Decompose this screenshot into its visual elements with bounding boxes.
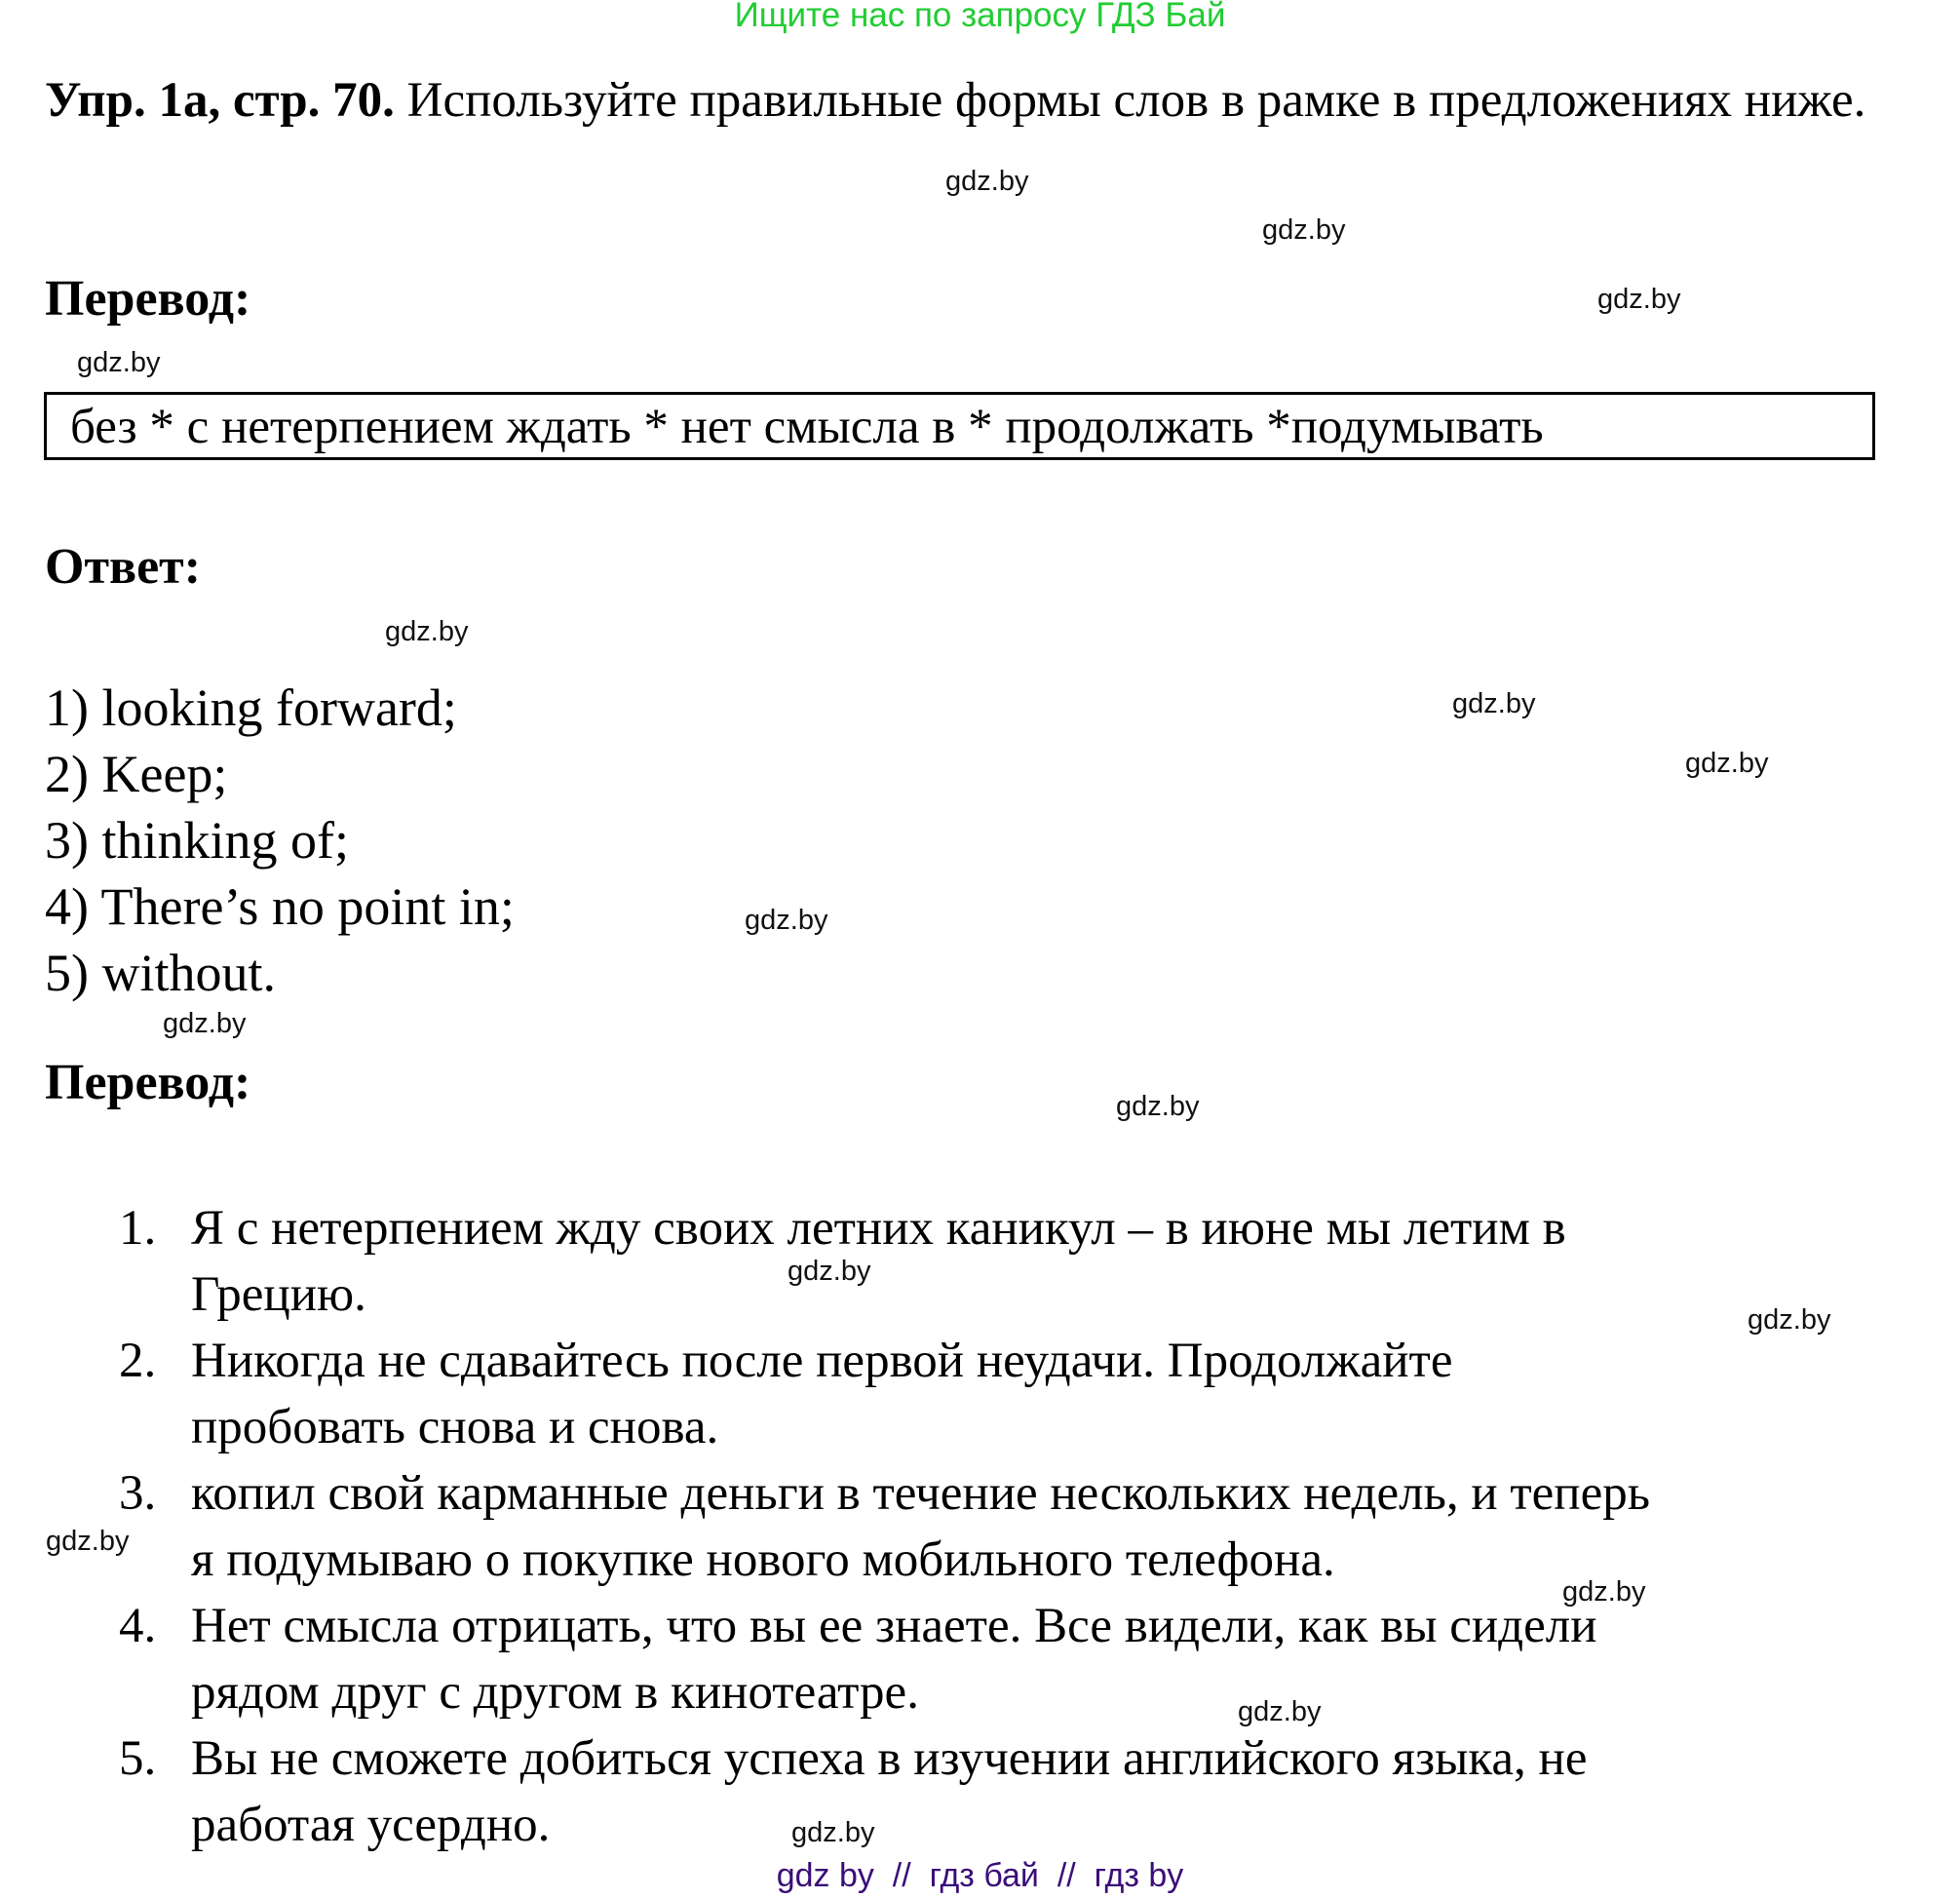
item-number: 1. — [119, 1201, 157, 1256]
watermark: gdz.by — [945, 166, 1029, 197]
translation-item — [0, 1460, 1949, 1593]
item-number: 5. — [119, 1731, 157, 1786]
translation-item — [0, 1725, 1949, 1858]
watermark: gdz.by — [1562, 1576, 1646, 1608]
watermark: gdz.by — [1452, 688, 1536, 719]
answer-list — [45, 675, 515, 1006]
watermark: gdz.by — [1116, 1091, 1200, 1122]
watermark: gdz.by — [1597, 284, 1681, 315]
watermark: gdz.by — [46, 1526, 130, 1557]
exercise-title — [45, 68, 1897, 134]
answer-item: 1) looking forward; — [45, 678, 457, 737]
answer-item: 2) Keep; — [45, 745, 228, 803]
item-number: 3. — [119, 1466, 157, 1521]
item-line: копил свой карманные деньги в течение нескольких недель, и теперь — [191, 1466, 1650, 1521]
watermark: gdz.by — [788, 1256, 871, 1287]
watermark: gdz.by — [1748, 1304, 1831, 1336]
item-number: 2. — [119, 1334, 157, 1388]
item-line: работая усердно. — [191, 1798, 551, 1852]
answer-item: 4) There’s no point in; — [45, 877, 515, 936]
watermark: gdz.by — [791, 1817, 875, 1848]
heading-translation-1: Перевод: — [45, 271, 251, 327]
watermark: gdz.by — [385, 616, 469, 647]
word-box-text: без * с нетерпением ждать * нет смысла в * продолжать *подумывать — [70, 400, 1544, 454]
item-line: Вы не сможете добиться успеха в изучении английского языка, не — [191, 1731, 1588, 1786]
item-line: Нет смысла отрицать, что вы ее знаете. Все видели, как вы сидели — [191, 1599, 1597, 1653]
item-line: Грецию. — [191, 1267, 366, 1322]
watermark: gdz.by — [1238, 1696, 1322, 1727]
watermark: gdz.by — [1262, 214, 1346, 246]
translation-item — [0, 1593, 1949, 1725]
item-line: пробовать снова и снова. — [191, 1400, 719, 1454]
watermark: gdz.by — [77, 347, 161, 378]
translation-list — [0, 1195, 1949, 1858]
search-banner: Ищите нас по запросу ГДЗ Бай — [734, 0, 1226, 34]
item-line: Никогда не сдавайтесь после первой неудачи. Продолжайте — [191, 1334, 1453, 1388]
translation-item — [0, 1195, 1949, 1328]
exercise-instruction: Используйте правильные формы слов в рамке в предложениях ниже. — [394, 73, 1866, 128]
word-box — [44, 392, 1875, 460]
item-line: рядом друг с другом в кинотеатре. — [191, 1665, 919, 1720]
watermark: gdz.by — [745, 905, 828, 936]
item-line: я подумываю о покупке нового мобильного телефона. — [191, 1532, 1335, 1587]
answer-item: 3) thinking of; — [45, 811, 349, 870]
answer-item: 5) without. — [45, 944, 276, 1002]
footer-links — [0, 1857, 1960, 1895]
heading-translation-2: Перевод: — [45, 1055, 251, 1110]
exercise-number: Упр. 1а, стр. 70. — [45, 73, 395, 128]
translation-item — [0, 1328, 1949, 1460]
heading-answer: Ответ: — [45, 539, 202, 595]
item-line: Я с нетерпением жду своих летних каникул – в июне мы летим в — [191, 1201, 1566, 1256]
watermark: gdz.by — [1685, 748, 1769, 779]
footer-text: gdz by // гдз бай // гдз by — [776, 1857, 1184, 1894]
watermark: gdz.by — [163, 1008, 247, 1039]
item-number: 4. — [119, 1599, 157, 1653]
